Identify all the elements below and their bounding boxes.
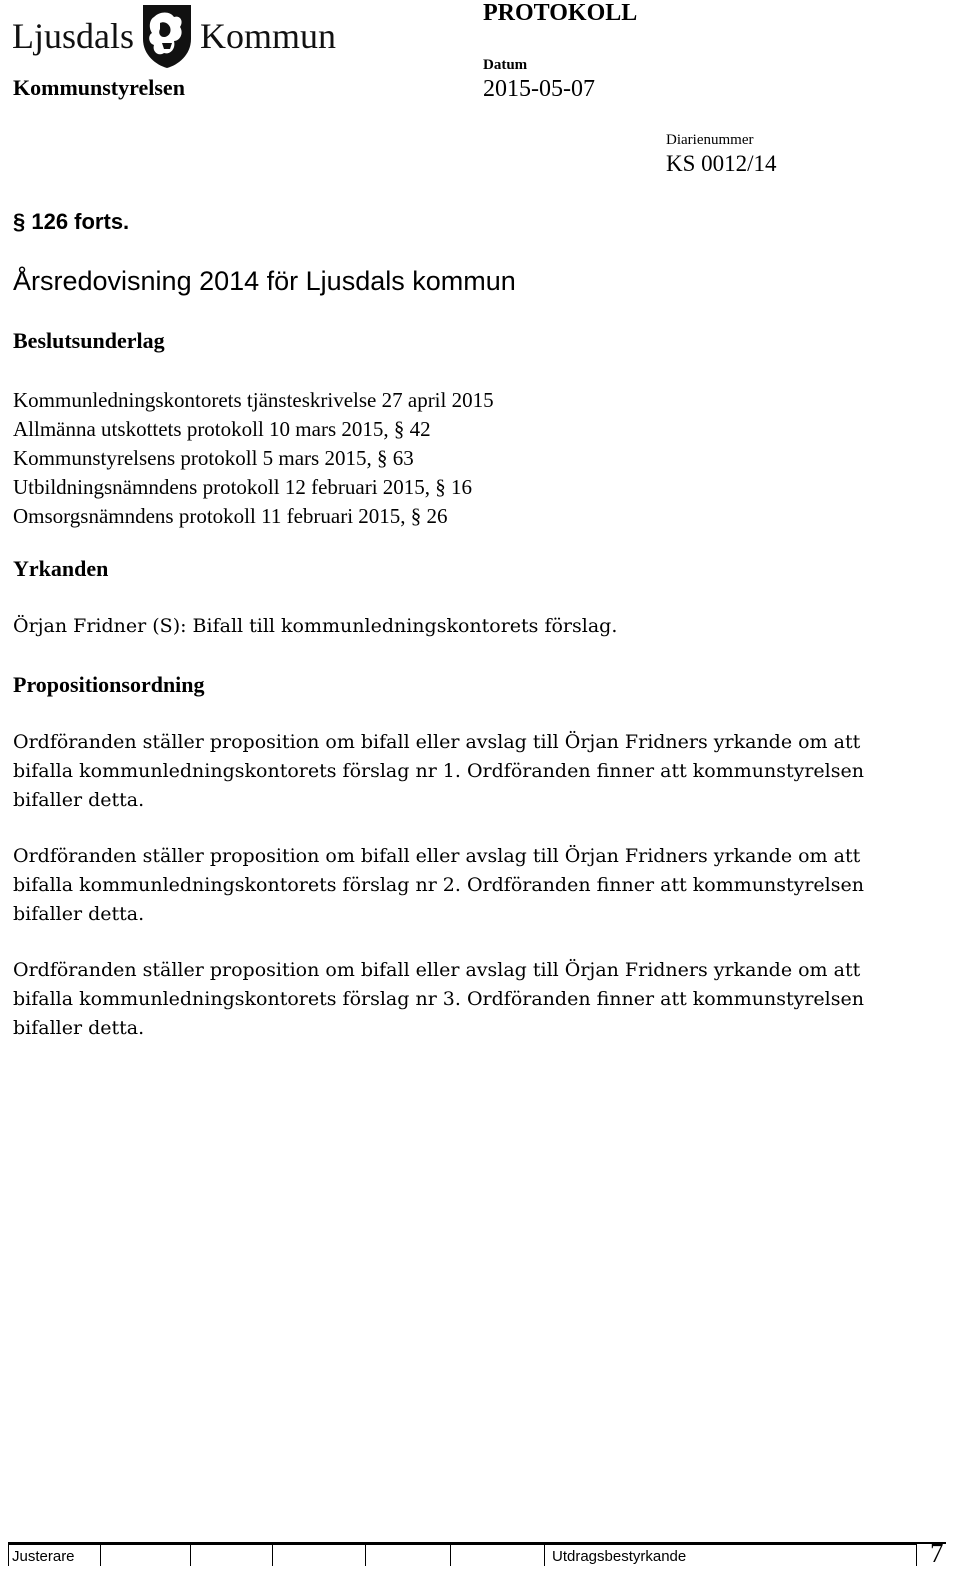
footer-box-sep — [100, 1544, 101, 1566]
footer-box-sep — [272, 1544, 273, 1566]
footer-box-top — [8, 1544, 544, 1545]
logo-text-left: Ljusdals — [12, 16, 134, 56]
list-item: Allmänna utskottets protokoll 10 mars 2015, § 42 — [13, 417, 431, 441]
yrkanden-heading: Yrkanden — [13, 556, 109, 581]
footer-box-sep — [450, 1544, 451, 1566]
proposition-line: bifaller detta. — [13, 903, 145, 925]
date-label: Datum — [483, 57, 528, 73]
proposition-line: bifalla kommunledningskontorets förslag nr 3. Ordföranden finner att kommunstyrelsen — [13, 988, 864, 1010]
proposition-line: bifalla kommunledningskontorets förslag nr 2. Ordföranden finner att kommunstyrelsen — [13, 874, 864, 896]
list-item: Omsorgsnämndens protokoll 11 februari 2015, § 26 — [13, 504, 448, 528]
justerare-label: Justerare — [12, 1548, 75, 1565]
proposition-line: Ordföranden ställer proposition om bifall eller avslag till Örjan Fridners yrkande om att — [13, 959, 861, 981]
date-value: 2015-05-07 — [483, 76, 595, 102]
paragraph-number: § 126 forts. — [13, 209, 130, 234]
proposition-line: Ordföranden ställer proposition om bifall eller avslag till Örjan Fridners yrkande om att — [13, 731, 861, 753]
footer-box-sep — [190, 1544, 191, 1566]
document-type: PROTOKOLL — [483, 0, 638, 26]
proposition-line: bifalla kommunledningskontorets förslag nr 1. Ordföranden finner att kommunstyrelsen — [13, 760, 864, 782]
municipality-logo — [12, 0, 336, 72]
propositionsordning-heading: Propositionsordning — [13, 672, 205, 697]
footer-box-sep — [365, 1544, 366, 1566]
page-number: 7 — [930, 1538, 944, 1568]
proposition-line: bifaller detta. — [13, 789, 145, 811]
list-item: Utbildningsnämndens protokoll 12 februari 2015, § 16 — [13, 475, 473, 499]
diarie-label: Diarienummer — [666, 132, 754, 148]
coat-of-arms-icon — [140, 3, 194, 69]
list-item: Kommunledningskontorets tjänsteskrivelse 27 april 2015 — [13, 388, 494, 412]
proposition-line: bifaller detta. — [13, 1017, 145, 1039]
page-title: Årsredovisning 2014 för Ljusdals kommun — [13, 266, 516, 296]
footer-box-right — [916, 1544, 917, 1566]
diarie-number: KS 0012/14 — [666, 151, 777, 176]
proposition-line: Ordföranden ställer proposition om bifall eller avslag till Örjan Fridners yrkande om att — [13, 845, 861, 867]
beslutsunderlag-heading: Beslutsunderlag — [13, 328, 165, 353]
list-item: Kommunstyrelsens protokoll 5 mars 2015, § 63 — [13, 446, 414, 470]
footer-box-sep — [544, 1544, 545, 1566]
footer-box-left — [8, 1544, 9, 1566]
organ-name: Kommunstyrelsen — [13, 75, 185, 100]
utdrag-label: Utdragsbestyrkande — [552, 1548, 687, 1565]
logo-text-right: Kommun — [200, 16, 337, 56]
footer-box-top — [545, 1544, 916, 1545]
yrkande-text: Örjan Fridner (S): Bifall till kommunledningskontorets förslag. — [13, 615, 618, 637]
